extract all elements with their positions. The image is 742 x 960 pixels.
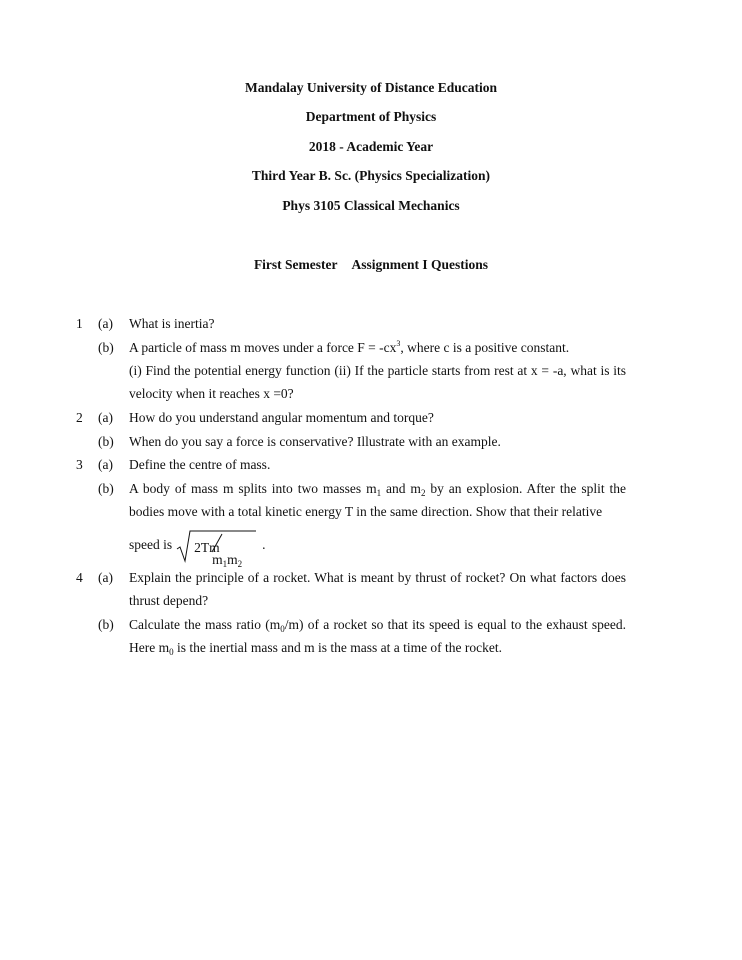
question-3b-label: (b) bbox=[98, 481, 114, 496]
question-1b-subparts: (i) Find the potential energy function (ii) If the particle starts from rest at x = -a, what is its velocity when it reaches x =0? bbox=[129, 363, 626, 401]
question-4b-text bbox=[129, 613, 626, 659]
denominator-part: m bbox=[227, 551, 238, 567]
course-title: Phys 3105 Classical Mechanics bbox=[282, 198, 460, 213]
question-1b-text-part: A particle of mass m moves under a force F = -cx bbox=[129, 340, 397, 355]
subscript: 0 bbox=[169, 647, 174, 657]
exponent: 3 bbox=[396, 339, 401, 348]
question-1a-label: (a) bbox=[98, 316, 113, 331]
question-2-number: 2 bbox=[76, 410, 83, 425]
question-4b-text-part: Calculate the mass ratio (m bbox=[129, 617, 281, 632]
question-3b-text-part: and m bbox=[381, 481, 421, 496]
question-3-number: 3 bbox=[76, 457, 83, 472]
question-3a-text: Define the centre of mass. bbox=[129, 457, 271, 472]
question-1b-text bbox=[129, 336, 626, 359]
question-3b-text bbox=[129, 477, 626, 523]
semester-assignment-line bbox=[0, 257, 742, 273]
question-4-number: 4 bbox=[76, 570, 83, 585]
subscript: 1 bbox=[376, 488, 382, 498]
subscript: 1 bbox=[222, 558, 228, 569]
department-title: Department of Physics bbox=[305, 109, 437, 124]
question-2b-text: When do you say a force is conservative? Illustrate with an example. bbox=[129, 434, 501, 449]
question-4b-label: (b) bbox=[98, 617, 114, 632]
subscript: 0 bbox=[280, 624, 285, 634]
question-1-number: 1 bbox=[76, 316, 83, 331]
question-3b-text-part: by an explosion. After the split the bodies move with a total kinetic energy T in the same direction. Show that their relative bbox=[129, 481, 627, 519]
question-2b-label: (b) bbox=[98, 434, 114, 449]
semester-label: First Semester bbox=[253, 257, 338, 272]
question-3a-label: (a) bbox=[98, 457, 113, 472]
subscript: 2 bbox=[420, 488, 426, 498]
sqrt-formula bbox=[176, 529, 258, 569]
assignment-label: Assignment I Questions bbox=[351, 257, 489, 272]
question-2a-label: (a) bbox=[98, 410, 113, 425]
question-4a-label: (a) bbox=[98, 570, 113, 585]
question-1b-text-part: , where c is a positive constant. bbox=[400, 340, 570, 355]
formula-period: . bbox=[262, 537, 266, 552]
denominator-part: m bbox=[212, 551, 223, 567]
program-title: Third Year B. Sc. (Physics Specialization) bbox=[251, 168, 491, 183]
university-title: Mandalay University of Distance Education bbox=[244, 80, 497, 95]
question-3b-text-part: A body of mass m splits into two masses m bbox=[129, 481, 377, 496]
question-2a-text: How do you understand angular momentum and torque? bbox=[129, 410, 434, 425]
subscript: 2 bbox=[237, 558, 243, 569]
question-4b-text-part: /m) of a rocket so that its speed is equal to the exhaust speed. Here m bbox=[129, 617, 626, 655]
question-4b-text-part: is the inertial mass and m is the mass at a time of the rocket. bbox=[173, 640, 503, 655]
question-1b-label: (b) bbox=[98, 340, 114, 355]
formula-numerator: 2Tm bbox=[194, 539, 220, 555]
question-4a-text: Explain the principle of a rocket. What is meant by thrust of rocket? On what factors does thrust depend? bbox=[129, 570, 626, 608]
speed-label: speed is bbox=[129, 537, 173, 552]
question-3b-formula-line bbox=[129, 528, 626, 569]
academic-year: 2018 - Academic Year bbox=[308, 139, 434, 154]
question-1a-text: What is inertia? bbox=[129, 316, 215, 331]
